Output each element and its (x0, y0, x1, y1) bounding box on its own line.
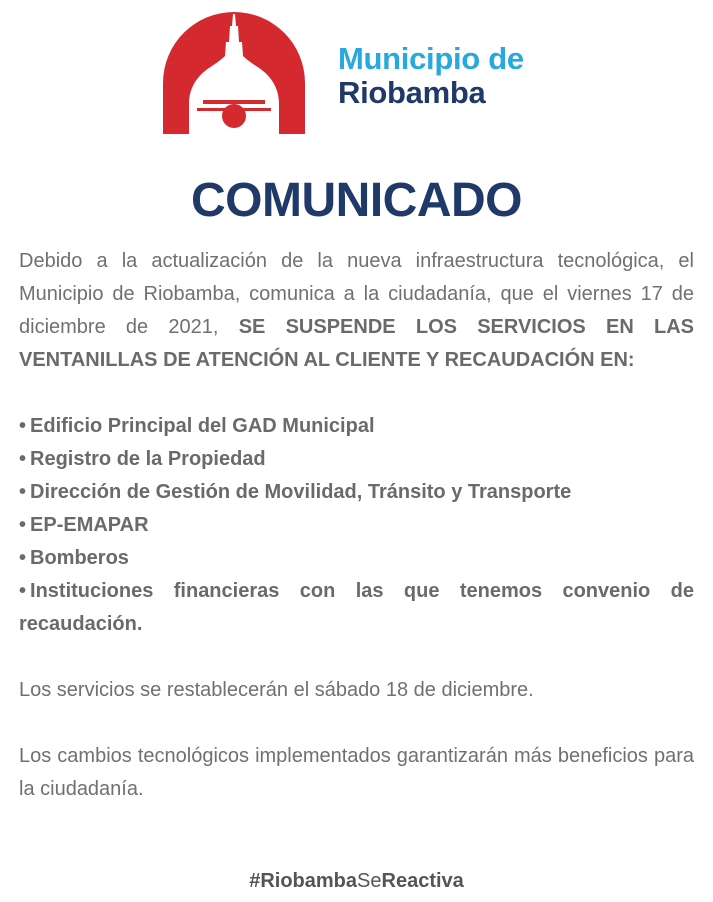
list-item (19, 476, 694, 509)
logo-wordmark (338, 43, 524, 108)
logo-line-1: Municipio de (338, 41, 524, 76)
services-list (19, 410, 694, 641)
list-item (19, 542, 694, 575)
intro-normal-text: Debido a la actualización de la nueva infraestructura tecnológica, el Municipio de Riobamba, comunica a la ciudadanía, que el viernes 17 de diciembre de 2021, (19, 250, 694, 338)
list-item (19, 509, 694, 542)
bullet: • (19, 547, 27, 569)
intro-paragraph (19, 245, 694, 377)
page-title: COMUNICADO (191, 174, 522, 227)
bullet: • (19, 448, 27, 470)
list-item (19, 575, 694, 641)
list-item-text: Registro de la Propiedad (30, 448, 266, 470)
bullet: • (19, 481, 27, 503)
bullet: • (19, 514, 27, 536)
hashtag-part-2: Se (357, 870, 382, 892)
announcement-body (19, 245, 694, 806)
hashtag-part-1: #Riobamba (249, 870, 358, 892)
benefits-notice: Los cambios tecnológicos implementados garantizarán más beneficios para la ciudadanía. (19, 745, 694, 800)
bullet: • (19, 580, 27, 602)
list-item-text: Dirección de Gestión de Movilidad, Tránsito y Transporte (30, 481, 572, 503)
intro-bold-text: SE SUSPENDE LOS SERVICIOS EN LAS VENTANILLAS DE ATENCIÓN AL CLIENTE Y RECAUDACIÓN EN: (19, 316, 694, 371)
hashtag-part-3: Reactiva (381, 870, 464, 892)
dome-icon (163, 12, 305, 134)
list-item-text: Edificio Principal del GAD Municipal (30, 415, 375, 437)
bullet: • (19, 415, 27, 437)
list-item-text: Instituciones financieras con las que tenemos convenio de recaudación. (19, 580, 694, 635)
list-item (19, 443, 694, 476)
list-item-text: Bomberos (30, 547, 129, 569)
logo-line-2: Riobamba (338, 75, 486, 110)
restore-notice: Los servicios se restablecerán el sábado 18 de diciembre. (19, 679, 534, 701)
header (0, 0, 713, 150)
hashtag (0, 871, 713, 891)
list-item (19, 410, 694, 443)
list-item-text: EP-EMAPAR (30, 514, 149, 536)
